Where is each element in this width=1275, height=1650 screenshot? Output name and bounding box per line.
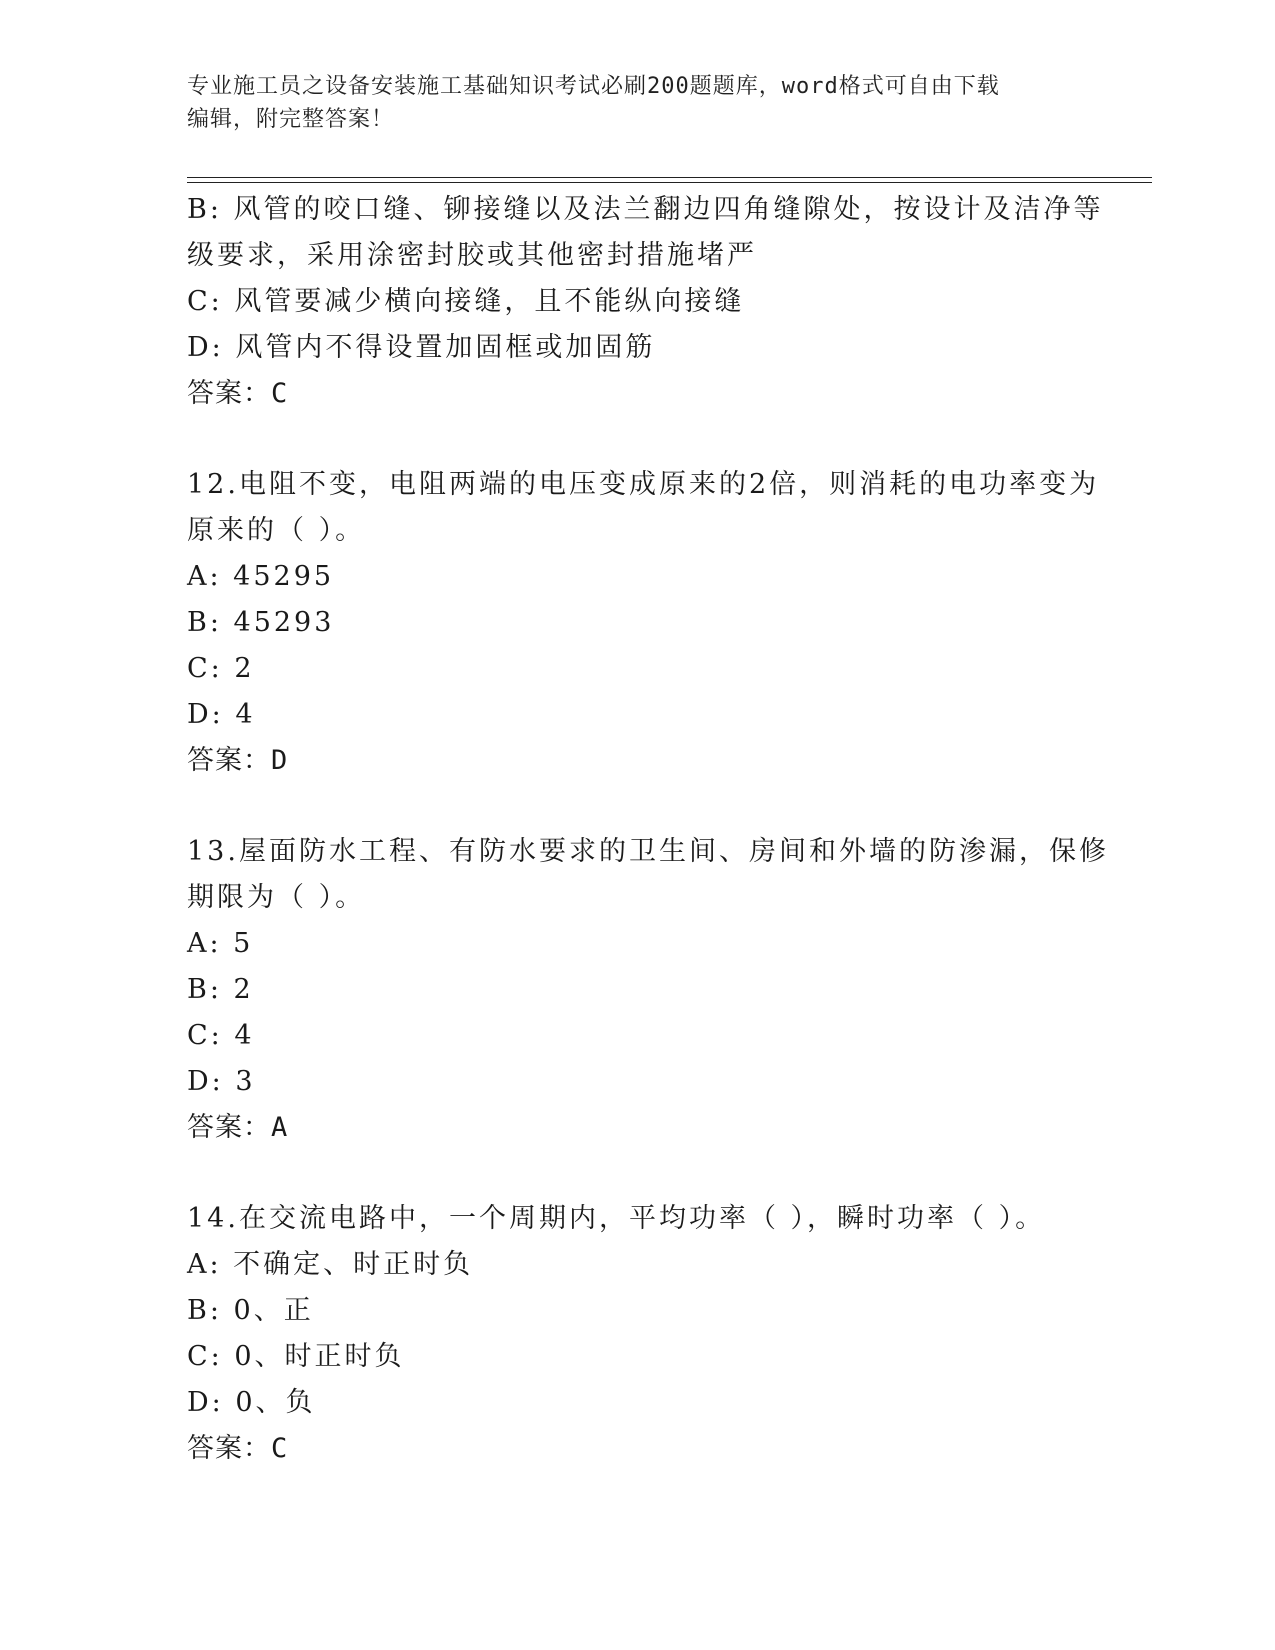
header-line-1: 专业施工员之设备安装施工基础知识考试必刷200题题库，word格式可自由下载 <box>187 74 1000 99</box>
question-stem-continued: 期限为（ ）。 <box>187 882 366 913</box>
header-line-2: 编辑，附完整答案！ <box>187 107 395 132</box>
question-stem-continued: 原来的（ ）。 <box>187 515 366 546</box>
option-d: D: 0、负 <box>187 1387 316 1418</box>
option-c: C: 风管要减少横向接缝，且不能纵向接缝 <box>187 286 745 317</box>
question-13 <box>187 829 1109 1151</box>
question-stem: 12.电阻不变，电阻两端的电压变成原来的2倍，则消耗的电功率变为 <box>187 469 1100 500</box>
document-header <box>187 70 1087 136</box>
question-12 <box>187 462 1100 784</box>
question-list <box>187 187 1109 1472</box>
option-a: A: 不确定、时正时负 <box>187 1249 474 1280</box>
option-c: C: 4 <box>187 1020 255 1051</box>
question-stem: 14.在交流电路中，一个周期内，平均功率（ ），瞬时功率（ ）。 <box>187 1203 1046 1234</box>
option-a: A: 45295 <box>187 561 335 592</box>
option-a: A: 5 <box>187 928 254 959</box>
answer-line: 答案：C <box>187 1433 289 1464</box>
header-divider-bottom <box>187 182 1152 183</box>
question-stem: 13.屋面防水工程、有防水要求的卫生间、房间和外墙的防渗漏，保修 <box>187 836 1109 867</box>
option-b: B: 风管的咬口缝、铆接缝以及法兰翻边四角缝隙处，按设计及洁净等 <box>187 194 1104 225</box>
option-b: B: 0、正 <box>187 1295 314 1326</box>
answer-line: 答案：C <box>187 378 289 409</box>
answer-line: 答案：D <box>187 745 289 776</box>
option-b: B: 45293 <box>187 607 335 638</box>
continued-question <box>187 187 1104 417</box>
option-d: D: 风管内不得设置加固框或加固筋 <box>187 332 656 363</box>
option-b-continued: 级要求，采用涂密封胶或其他密封措施堵严 <box>187 240 757 271</box>
question-14 <box>187 1196 1087 1472</box>
option-b: B: 2 <box>187 974 254 1005</box>
answer-line: 答案：A <box>187 1112 289 1143</box>
option-c: C: 0、时正时负 <box>187 1341 405 1372</box>
option-c: C: 2 <box>187 653 255 684</box>
option-d: D: 3 <box>187 1066 256 1097</box>
option-d: D: 4 <box>187 699 256 730</box>
header-divider-top <box>187 177 1152 178</box>
